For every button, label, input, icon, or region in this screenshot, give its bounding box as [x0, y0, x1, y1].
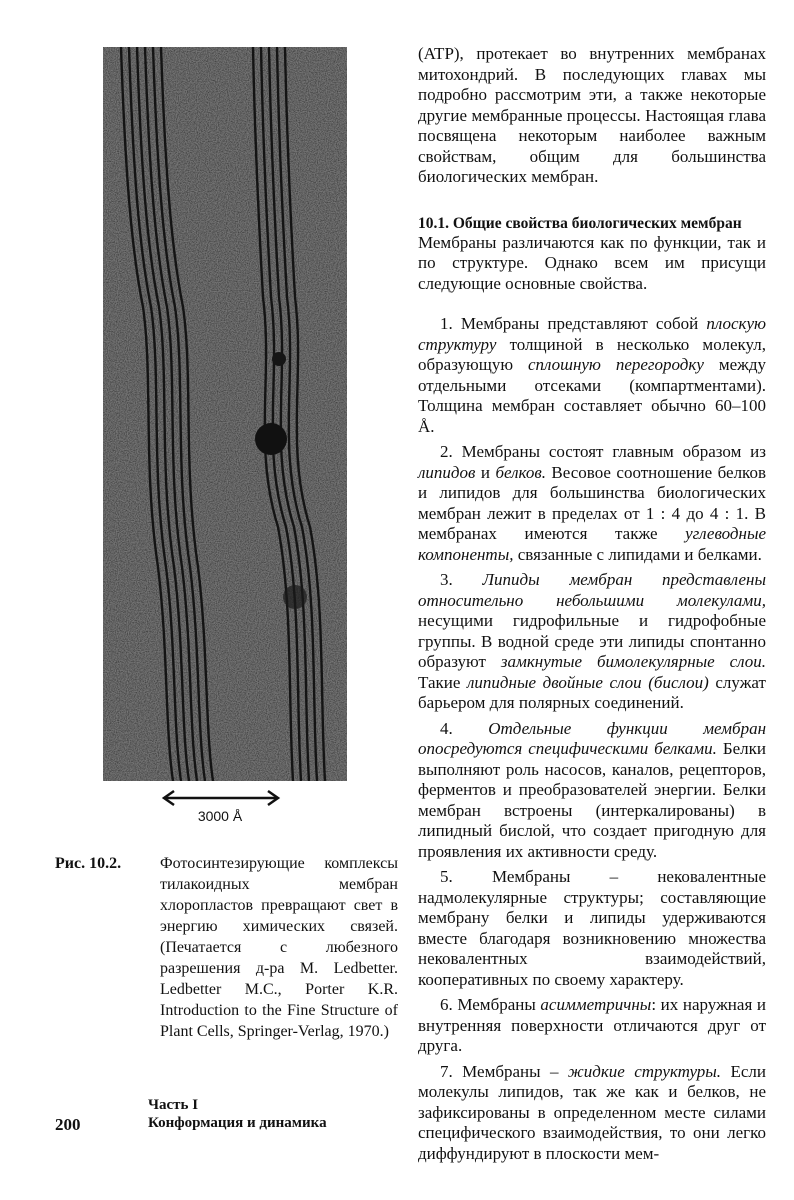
plastoglobule — [272, 352, 286, 366]
scale-bar — [160, 788, 282, 828]
property-item-3: 3. Липиды мембран представлены относительно небольшими молекулами, несущими гидрофильные и гидрофобные группы. В водной среде эти липиды спонтанно образуют замкнутые бимолекулярные слои. Такие липидные двойные слои (бислои) служат барьером для полярных соединений. — [418, 570, 767, 712]
property-item-6: 6. Мембраны асимметричны: их наружная и внутренняя поверхности отличаются друг от друга. — [418, 995, 766, 1055]
property-item-5: 5. Мембраны – нековалентные надмолекулярные структуры; составляющие мембрану белки и липиды удерживаются вместе благодаря возникновению множества нековалентных взаимодействий, кооперативных по своему характеру. — [418, 867, 766, 989]
property-item-7: 7. Мембраны – жидкие структуры. Если молекулы липидов, так же как и белков, не зафиксированы в определенном месте силами специфического взаимодействия, то они легко диффундируют в плоскости мем- — [418, 1061, 766, 1163]
section-heading: 10.1. Общие свойства биологических мембран — [418, 214, 742, 232]
text-column — [418, 44, 766, 1169]
micrograph-image — [103, 47, 347, 781]
property-item-2: 2. Мембраны состоят главным образом из липидов и белков. Весовое соотношение белков и липидов для большинства биологических мембран лежит в пределах от 1 : 4 до 4 : 1. В мембранах имеются также углеводные компоненты, связанные с липидами и белками. — [418, 442, 766, 564]
scale-label: 3000 Å — [197, 808, 243, 824]
page-number: 200 — [55, 1115, 81, 1134]
thylakoid-micrograph — [103, 47, 347, 781]
intro-paragraph: Мембраны различаются как по функции, так и по структуре. Однако всем им присущи следующие основные свойства. — [418, 232, 766, 293]
property-item-1: 1. Мембраны представляют собой плоскую структуру толщиной в несколько молекул, образующую сплошную перегородку между отдельными отсеками (компартментами). Толщина мембран составляет обычно 60–100 Å. — [418, 314, 767, 436]
figure-caption-label: Рис. 10.2. — [55, 855, 122, 872]
figure-caption-text: Фотосинтезирующие комплексы тилакоидных мембран хлоропластов превращают свет в энергию химических связей. (Печатается с любезного разрешения д-ра M. Ledbetter. Ledbetter M.C., Porter K.R. Introduction to the Fine Structure of Plant Cells, Springer-Verlag, 1970.) — [160, 855, 398, 1040]
plastoglobule — [255, 423, 287, 455]
continuation-paragraph: (ATP), протекает во внутренних мембранах митохондрий. В последующих главах мы подробно рассмотрим эти, а также некоторые другие мембранные процессы. Настоящая глава посвящена некоторым наиболее важным свойствам, общим для большинства биологических мембран. — [418, 44, 766, 186]
part-title: Конформация и динамика — [148, 1115, 327, 1131]
part-label: Часть I — [148, 1097, 199, 1113]
plastoglobule — [283, 585, 307, 609]
property-item-4: 4. Отдельные функции мембран опосредуются специфическими белками. Белки выполняют роль насосов, каналов, рецепторов, ферментов и преобразователей энергии. Белки мембран встроены (интеркалированы) в липидный бислой, что создает пригодную для проявления их активности среду. — [418, 718, 767, 861]
double-arrow-icon — [160, 788, 282, 808]
